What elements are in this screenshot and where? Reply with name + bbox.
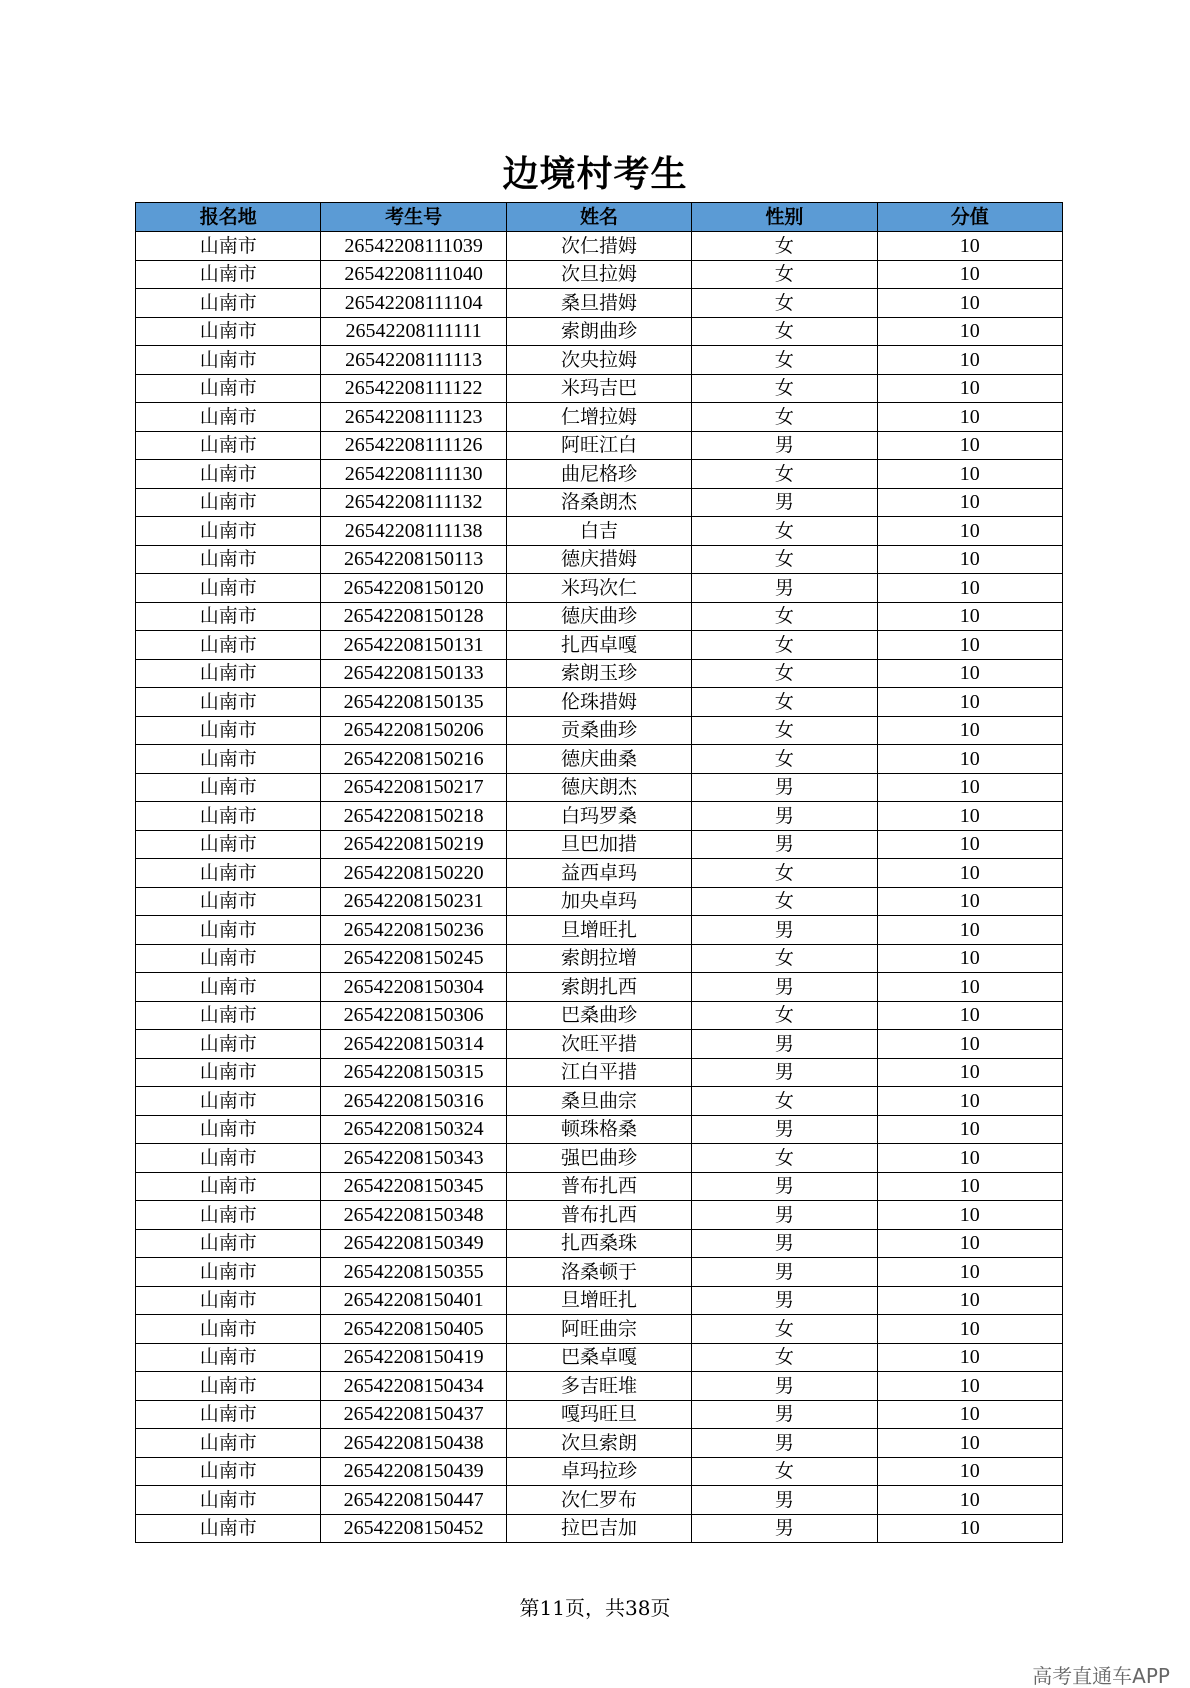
table-row bbox=[136, 602, 1063, 631]
cell-gender: 男 bbox=[692, 1258, 877, 1287]
cell-exam-number: 26542208150439 bbox=[321, 1457, 506, 1486]
cell-gender: 女 bbox=[692, 260, 877, 289]
cell-exam-number: 26542208150133 bbox=[321, 659, 506, 688]
cell-name: 拉巴吉加 bbox=[506, 1514, 691, 1543]
cell-score: 10 bbox=[877, 688, 1062, 717]
cell-gender: 男 bbox=[692, 1514, 877, 1543]
cell-region: 山南市 bbox=[136, 944, 321, 973]
cell-gender: 男 bbox=[692, 802, 877, 831]
table-row bbox=[136, 1087, 1063, 1116]
cell-exam-number: 26542208150343 bbox=[321, 1144, 506, 1173]
cell-exam-number: 26542208150405 bbox=[321, 1315, 506, 1344]
cell-score: 10 bbox=[877, 916, 1062, 945]
cell-exam-number: 26542208150345 bbox=[321, 1172, 506, 1201]
cell-name: 贡桑曲珍 bbox=[506, 716, 691, 745]
cell-region: 山南市 bbox=[136, 1486, 321, 1515]
table-row bbox=[136, 659, 1063, 688]
cell-score: 10 bbox=[877, 716, 1062, 745]
cell-gender: 男 bbox=[692, 1172, 877, 1201]
cell-gender: 男 bbox=[692, 1058, 877, 1087]
table-row bbox=[136, 346, 1063, 375]
cell-exam-number: 26542208111113 bbox=[321, 346, 506, 375]
table-row bbox=[136, 260, 1063, 289]
cell-region: 山南市 bbox=[136, 631, 321, 660]
cell-gender: 男 bbox=[692, 773, 877, 802]
table-row bbox=[136, 1144, 1063, 1173]
cell-score: 10 bbox=[877, 1030, 1062, 1059]
table-row bbox=[136, 460, 1063, 489]
cell-gender: 女 bbox=[692, 232, 877, 261]
cell-score: 10 bbox=[877, 1457, 1062, 1486]
cell-score: 10 bbox=[877, 1400, 1062, 1429]
column-header-name: 姓名 bbox=[506, 203, 691, 232]
cell-score: 10 bbox=[877, 631, 1062, 660]
table-row bbox=[136, 374, 1063, 403]
cell-name: 德庆曲桑 bbox=[506, 745, 691, 774]
cell-region: 山南市 bbox=[136, 488, 321, 517]
cell-region: 山南市 bbox=[136, 1144, 321, 1173]
cell-exam-number: 26542208150217 bbox=[321, 773, 506, 802]
table-row bbox=[136, 1315, 1063, 1344]
cell-score: 10 bbox=[877, 403, 1062, 432]
cell-score: 10 bbox=[877, 1201, 1062, 1230]
cell-name: 德庆朗杰 bbox=[506, 773, 691, 802]
table-row bbox=[136, 745, 1063, 774]
cell-gender: 女 bbox=[692, 1144, 877, 1173]
page-title: 边境村考生 bbox=[502, 154, 688, 195]
cell-gender: 女 bbox=[692, 1001, 877, 1030]
table-row bbox=[136, 887, 1063, 916]
cell-region: 山南市 bbox=[136, 688, 321, 717]
cell-gender: 女 bbox=[692, 944, 877, 973]
cell-gender: 男 bbox=[692, 1030, 877, 1059]
cell-exam-number: 26542208150452 bbox=[321, 1514, 506, 1543]
cell-exam-number: 26542208150434 bbox=[321, 1372, 506, 1401]
column-header-gender: 性别 bbox=[692, 203, 877, 232]
cell-gender: 女 bbox=[692, 374, 877, 403]
cell-score: 10 bbox=[877, 1144, 1062, 1173]
table-row bbox=[136, 631, 1063, 660]
cell-name: 旦增旺扎 bbox=[506, 916, 691, 945]
cell-score: 10 bbox=[877, 887, 1062, 916]
cell-region: 山南市 bbox=[136, 517, 321, 546]
cell-score: 10 bbox=[877, 1229, 1062, 1258]
cell-gender: 女 bbox=[692, 289, 877, 318]
table-row bbox=[136, 1229, 1063, 1258]
cell-gender: 男 bbox=[692, 488, 877, 517]
cell-score: 10 bbox=[877, 1115, 1062, 1144]
cell-name: 阿旺曲宗 bbox=[506, 1315, 691, 1344]
cell-gender: 男 bbox=[692, 1229, 877, 1258]
table-row bbox=[136, 973, 1063, 1002]
cell-name: 阿旺江白 bbox=[506, 431, 691, 460]
cell-region: 山南市 bbox=[136, 887, 321, 916]
cell-score: 10 bbox=[877, 1372, 1062, 1401]
cell-name: 顿珠格桑 bbox=[506, 1115, 691, 1144]
cell-score: 10 bbox=[877, 289, 1062, 318]
cell-exam-number: 26542208150306 bbox=[321, 1001, 506, 1030]
cell-name: 索朗扎西 bbox=[506, 973, 691, 1002]
cell-gender: 女 bbox=[692, 317, 877, 346]
cell-exam-number: 26542208150206 bbox=[321, 716, 506, 745]
cell-name: 洛桑朗杰 bbox=[506, 488, 691, 517]
cell-score: 10 bbox=[877, 1087, 1062, 1116]
table-row bbox=[136, 1001, 1063, 1030]
cell-region: 山南市 bbox=[136, 745, 321, 774]
cell-region: 山南市 bbox=[136, 317, 321, 346]
cell-exam-number: 26542208150316 bbox=[321, 1087, 506, 1116]
cell-gender: 女 bbox=[692, 346, 877, 375]
cell-exam-number: 26542208111104 bbox=[321, 289, 506, 318]
cell-exam-number: 26542208150348 bbox=[321, 1201, 506, 1230]
table-row bbox=[136, 1258, 1063, 1287]
cell-score: 10 bbox=[877, 1486, 1062, 1515]
cell-gender: 男 bbox=[692, 1429, 877, 1458]
cell-region: 山南市 bbox=[136, 1201, 321, 1230]
table-row bbox=[136, 1201, 1063, 1230]
cell-gender: 男 bbox=[692, 431, 877, 460]
table-row bbox=[136, 403, 1063, 432]
cell-name: 旦巴加措 bbox=[506, 830, 691, 859]
cell-region: 山南市 bbox=[136, 659, 321, 688]
cell-name: 多吉旺堆 bbox=[506, 1372, 691, 1401]
cell-region: 山南市 bbox=[136, 773, 321, 802]
cell-name: 索朗拉增 bbox=[506, 944, 691, 973]
cell-name: 强巴曲珍 bbox=[506, 1144, 691, 1173]
cell-region: 山南市 bbox=[136, 574, 321, 603]
cell-name: 伦珠措姆 bbox=[506, 688, 691, 717]
cell-region: 山南市 bbox=[136, 1058, 321, 1087]
cell-score: 10 bbox=[877, 773, 1062, 802]
cell-exam-number: 26542208150314 bbox=[321, 1030, 506, 1059]
table-row bbox=[136, 317, 1063, 346]
cell-exam-number: 26542208150135 bbox=[321, 688, 506, 717]
cell-region: 山南市 bbox=[136, 1315, 321, 1344]
cell-region: 山南市 bbox=[136, 1286, 321, 1315]
cell-exam-number: 26542208111130 bbox=[321, 460, 506, 489]
cell-score: 10 bbox=[877, 1514, 1062, 1543]
cell-region: 山南市 bbox=[136, 830, 321, 859]
cell-name: 曲尼格珍 bbox=[506, 460, 691, 489]
cell-region: 山南市 bbox=[136, 232, 321, 261]
cell-name: 加央卓玛 bbox=[506, 887, 691, 916]
cell-gender: 女 bbox=[692, 745, 877, 774]
cell-exam-number: 26542208150131 bbox=[321, 631, 506, 660]
cell-name: 巴桑卓嘎 bbox=[506, 1343, 691, 1372]
cell-score: 10 bbox=[877, 374, 1062, 403]
table-row bbox=[136, 716, 1063, 745]
cell-region: 山南市 bbox=[136, 802, 321, 831]
cell-name: 次仁罗布 bbox=[506, 1486, 691, 1515]
cell-score: 10 bbox=[877, 1258, 1062, 1287]
column-header-exam-number: 考生号 bbox=[321, 203, 506, 232]
cell-gender: 男 bbox=[692, 973, 877, 1002]
cell-gender: 女 bbox=[692, 1457, 877, 1486]
cell-region: 山南市 bbox=[136, 346, 321, 375]
cell-name: 普布扎西 bbox=[506, 1172, 691, 1201]
cell-gender: 女 bbox=[692, 631, 877, 660]
cell-exam-number: 26542208111126 bbox=[321, 431, 506, 460]
cell-name: 嘎玛旺旦 bbox=[506, 1400, 691, 1429]
cell-exam-number: 26542208150220 bbox=[321, 859, 506, 888]
cell-region: 山南市 bbox=[136, 916, 321, 945]
cell-score: 10 bbox=[877, 802, 1062, 831]
cell-gender: 男 bbox=[692, 1201, 877, 1230]
cell-exam-number: 26542208150113 bbox=[321, 545, 506, 574]
table-row bbox=[136, 944, 1063, 973]
cell-exam-number: 26542208111111 bbox=[321, 317, 506, 346]
cell-exam-number: 26542208111039 bbox=[321, 232, 506, 261]
cell-exam-number: 26542208150438 bbox=[321, 1429, 506, 1458]
cell-gender: 女 bbox=[692, 1343, 877, 1372]
cell-exam-number: 26542208150231 bbox=[321, 887, 506, 916]
cell-name: 普布扎西 bbox=[506, 1201, 691, 1230]
cell-region: 山南市 bbox=[136, 973, 321, 1002]
cell-region: 山南市 bbox=[136, 602, 321, 631]
cell-region: 山南市 bbox=[136, 1115, 321, 1144]
cell-exam-number: 26542208111040 bbox=[321, 260, 506, 289]
table-row bbox=[136, 1058, 1063, 1087]
table-row bbox=[136, 916, 1063, 945]
cell-region: 山南市 bbox=[136, 431, 321, 460]
cell-score: 10 bbox=[877, 1172, 1062, 1201]
table-row bbox=[136, 859, 1063, 888]
table-row bbox=[136, 830, 1063, 859]
cell-region: 山南市 bbox=[136, 1343, 321, 1372]
cell-score: 10 bbox=[877, 1429, 1062, 1458]
cell-score: 10 bbox=[877, 1058, 1062, 1087]
cell-exam-number: 26542208150447 bbox=[321, 1486, 506, 1515]
cell-exam-number: 26542208111123 bbox=[321, 403, 506, 432]
cell-name: 米玛次仁 bbox=[506, 574, 691, 603]
cell-name: 次旦拉姆 bbox=[506, 260, 691, 289]
cell-region: 山南市 bbox=[136, 545, 321, 574]
cell-region: 山南市 bbox=[136, 1172, 321, 1201]
cell-name: 次央拉姆 bbox=[506, 346, 691, 375]
cell-name: 洛桑顿于 bbox=[506, 1258, 691, 1287]
cell-region: 山南市 bbox=[136, 260, 321, 289]
table-row bbox=[136, 1172, 1063, 1201]
cell-exam-number: 26542208150219 bbox=[321, 830, 506, 859]
cell-exam-number: 26542208150304 bbox=[321, 973, 506, 1002]
cell-exam-number: 26542208150349 bbox=[321, 1229, 506, 1258]
cell-name: 次仁措姆 bbox=[506, 232, 691, 261]
cell-gender: 男 bbox=[692, 1115, 877, 1144]
page-number: 第11页，共38页 bbox=[519, 1596, 671, 1620]
cell-score: 10 bbox=[877, 1315, 1062, 1344]
cell-name: 桑旦曲宗 bbox=[506, 1087, 691, 1116]
cell-score: 10 bbox=[877, 574, 1062, 603]
cell-name: 巴桑曲珍 bbox=[506, 1001, 691, 1030]
column-header-score: 分值 bbox=[877, 203, 1062, 232]
cell-region: 山南市 bbox=[136, 1429, 321, 1458]
cell-region: 山南市 bbox=[136, 1372, 321, 1401]
cell-exam-number: 26542208111122 bbox=[321, 374, 506, 403]
cell-score: 10 bbox=[877, 488, 1062, 517]
cell-region: 山南市 bbox=[136, 1258, 321, 1287]
cell-gender: 女 bbox=[692, 602, 877, 631]
table-row bbox=[136, 545, 1063, 574]
cell-score: 10 bbox=[877, 659, 1062, 688]
cell-score: 10 bbox=[877, 973, 1062, 1002]
cell-exam-number: 26542208111138 bbox=[321, 517, 506, 546]
cell-name: 卓玛拉珍 bbox=[506, 1457, 691, 1486]
cell-score: 10 bbox=[877, 830, 1062, 859]
cell-gender: 男 bbox=[692, 830, 877, 859]
cell-region: 山南市 bbox=[136, 1087, 321, 1116]
cell-gender: 女 bbox=[692, 659, 877, 688]
table-row bbox=[136, 773, 1063, 802]
cell-name: 旦增旺扎 bbox=[506, 1286, 691, 1315]
cell-region: 山南市 bbox=[136, 1001, 321, 1030]
watermark: 高考直通车APP bbox=[1032, 1664, 1170, 1688]
cell-gender: 男 bbox=[692, 1486, 877, 1515]
cell-exam-number: 26542208150401 bbox=[321, 1286, 506, 1315]
cell-score: 10 bbox=[877, 602, 1062, 631]
cell-name: 德庆措姆 bbox=[506, 545, 691, 574]
cell-gender: 男 bbox=[692, 574, 877, 603]
cell-score: 10 bbox=[877, 1286, 1062, 1315]
candidate-table bbox=[135, 202, 1063, 1543]
cell-score: 10 bbox=[877, 431, 1062, 460]
cell-name: 次旦索朗 bbox=[506, 1429, 691, 1458]
cell-exam-number: 26542208150218 bbox=[321, 802, 506, 831]
cell-region: 山南市 bbox=[136, 1030, 321, 1059]
cell-exam-number: 26542208150324 bbox=[321, 1115, 506, 1144]
cell-score: 10 bbox=[877, 745, 1062, 774]
cell-gender: 女 bbox=[692, 887, 877, 916]
cell-region: 山南市 bbox=[136, 403, 321, 432]
cell-gender: 女 bbox=[692, 1315, 877, 1344]
cell-score: 10 bbox=[877, 545, 1062, 574]
cell-region: 山南市 bbox=[136, 1400, 321, 1429]
cell-score: 10 bbox=[877, 517, 1062, 546]
cell-name: 江白平措 bbox=[506, 1058, 691, 1087]
table-row bbox=[136, 1486, 1063, 1515]
table-row bbox=[136, 1343, 1063, 1372]
cell-score: 10 bbox=[877, 317, 1062, 346]
table-row bbox=[136, 802, 1063, 831]
table-row bbox=[136, 232, 1063, 261]
column-header-region: 报名地 bbox=[136, 203, 321, 232]
cell-exam-number: 26542208150355 bbox=[321, 1258, 506, 1287]
cell-exam-number: 26542208150216 bbox=[321, 745, 506, 774]
cell-gender: 女 bbox=[692, 688, 877, 717]
cell-region: 山南市 bbox=[136, 1514, 321, 1543]
table-row bbox=[136, 1115, 1063, 1144]
cell-gender: 男 bbox=[692, 1400, 877, 1429]
table-row bbox=[136, 1030, 1063, 1059]
cell-gender: 女 bbox=[692, 545, 877, 574]
cell-region: 山南市 bbox=[136, 1229, 321, 1258]
cell-region: 山南市 bbox=[136, 289, 321, 318]
cell-gender: 女 bbox=[692, 460, 877, 489]
cell-exam-number: 26542208150245 bbox=[321, 944, 506, 973]
table-row bbox=[136, 1400, 1063, 1429]
cell-score: 10 bbox=[877, 944, 1062, 973]
table-row bbox=[136, 1429, 1063, 1458]
cell-score: 10 bbox=[877, 460, 1062, 489]
cell-gender: 女 bbox=[692, 517, 877, 546]
cell-region: 山南市 bbox=[136, 716, 321, 745]
table-body bbox=[136, 232, 1063, 1543]
cell-exam-number: 26542208150419 bbox=[321, 1343, 506, 1372]
cell-name: 索朗曲珍 bbox=[506, 317, 691, 346]
cell-region: 山南市 bbox=[136, 374, 321, 403]
cell-gender: 男 bbox=[692, 1286, 877, 1315]
cell-name: 扎西桑珠 bbox=[506, 1229, 691, 1258]
cell-name: 扎西卓嘎 bbox=[506, 631, 691, 660]
cell-score: 10 bbox=[877, 260, 1062, 289]
cell-name: 德庆曲珍 bbox=[506, 602, 691, 631]
cell-region: 山南市 bbox=[136, 859, 321, 888]
cell-exam-number: 26542208150437 bbox=[321, 1400, 506, 1429]
table-row bbox=[136, 1514, 1063, 1543]
table-row bbox=[136, 574, 1063, 603]
cell-region: 山南市 bbox=[136, 460, 321, 489]
cell-score: 10 bbox=[877, 346, 1062, 375]
table-row bbox=[136, 517, 1063, 546]
cell-name: 仁增拉姆 bbox=[506, 403, 691, 432]
cell-exam-number: 26542208150120 bbox=[321, 574, 506, 603]
table-row bbox=[136, 431, 1063, 460]
cell-gender: 女 bbox=[692, 716, 877, 745]
cell-exam-number: 26542208150236 bbox=[321, 916, 506, 945]
table-row bbox=[136, 1457, 1063, 1486]
cell-score: 10 bbox=[877, 1001, 1062, 1030]
table-row bbox=[136, 488, 1063, 517]
cell-score: 10 bbox=[877, 232, 1062, 261]
cell-name: 桑旦措姆 bbox=[506, 289, 691, 318]
table-row bbox=[136, 1372, 1063, 1401]
cell-name: 益西卓玛 bbox=[506, 859, 691, 888]
cell-region: 山南市 bbox=[136, 1457, 321, 1486]
cell-exam-number: 26542208111132 bbox=[321, 488, 506, 517]
table-header-row bbox=[136, 203, 1063, 232]
cell-gender: 男 bbox=[692, 1372, 877, 1401]
cell-exam-number: 26542208150315 bbox=[321, 1058, 506, 1087]
cell-gender: 女 bbox=[692, 859, 877, 888]
table-row bbox=[136, 688, 1063, 717]
cell-name: 索朗玉珍 bbox=[506, 659, 691, 688]
cell-gender: 女 bbox=[692, 1087, 877, 1116]
cell-score: 10 bbox=[877, 1343, 1062, 1372]
cell-name: 白吉 bbox=[506, 517, 691, 546]
table-row bbox=[136, 289, 1063, 318]
cell-name: 米玛吉巴 bbox=[506, 374, 691, 403]
cell-name: 白玛罗桑 bbox=[506, 802, 691, 831]
cell-exam-number: 26542208150128 bbox=[321, 602, 506, 631]
cell-score: 10 bbox=[877, 859, 1062, 888]
cell-gender: 男 bbox=[692, 916, 877, 945]
table-row bbox=[136, 1286, 1063, 1315]
cell-name: 次旺平措 bbox=[506, 1030, 691, 1059]
cell-gender: 女 bbox=[692, 403, 877, 432]
